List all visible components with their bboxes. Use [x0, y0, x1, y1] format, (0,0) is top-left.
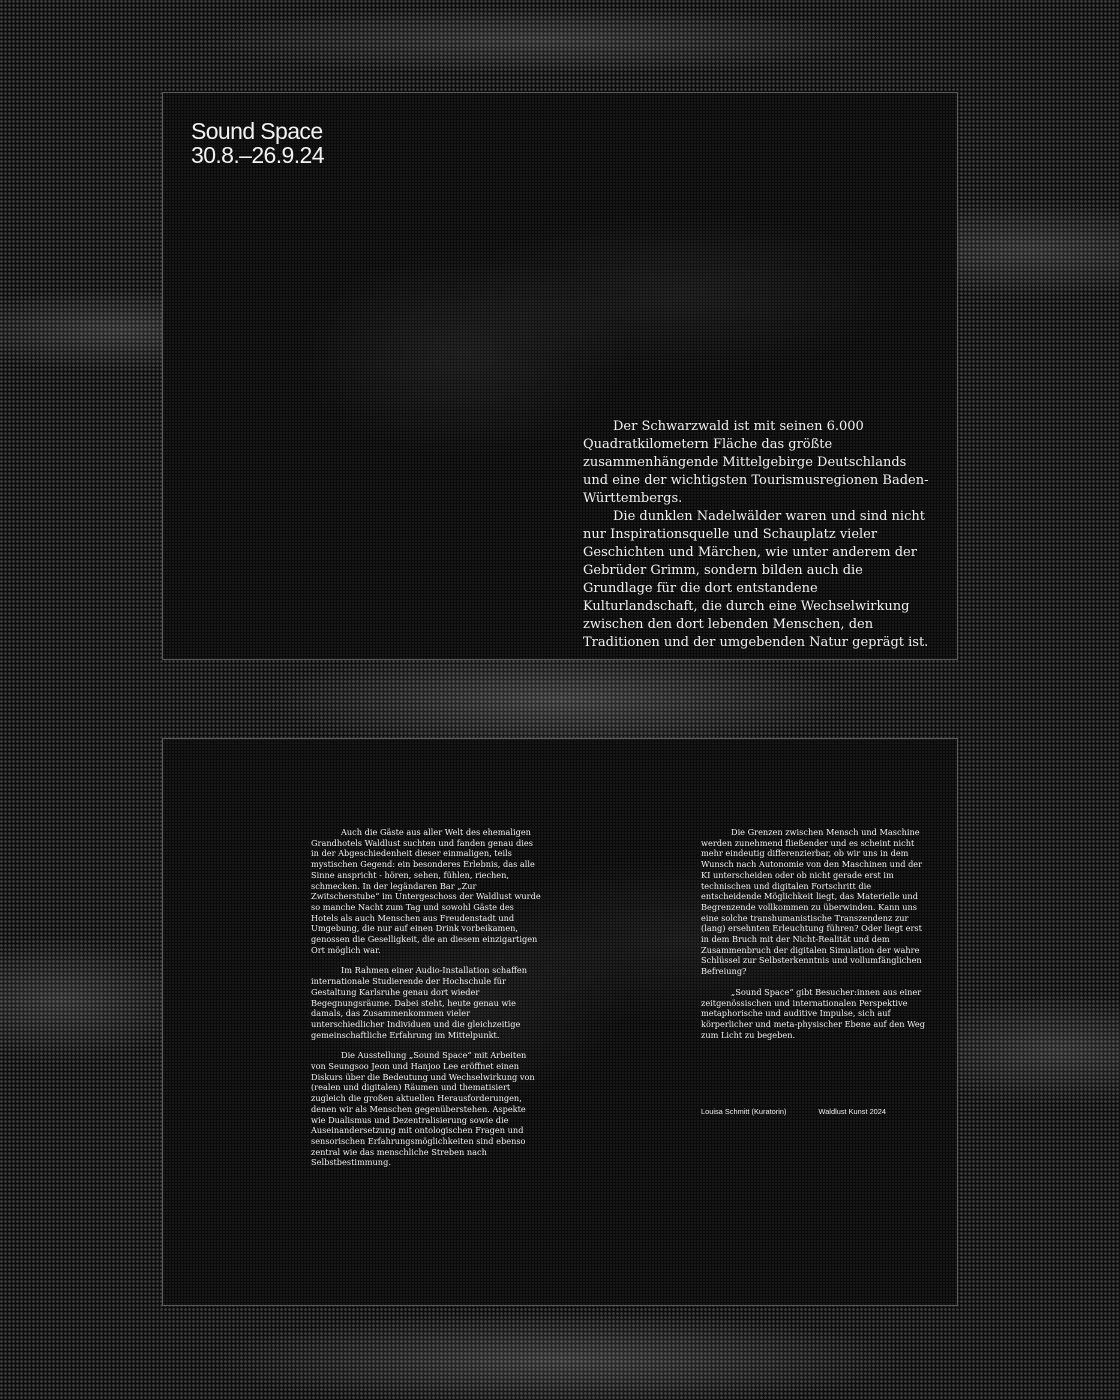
body-paragraph: Im Rahmen einer Audio-Installation schaffen internationale Studierende der Hochschule für Gestaltung Karlsruhe genau dort wieder Begegnungsräume. Dabei steht, heute genau wie damals, das Zusammenkommen vieler unterschiedlicher Individuen und die gleichzeitige gemeinschaftliche Erfahrung im Mittelpunkt. — [311, 965, 528, 1040]
spread-cover — [162, 92, 958, 660]
intro-text — [583, 418, 935, 652]
body-paragraph: Auch die Gäste aus aller Welt des ehemaligen Grandhotels Waldlust suchten und fanden genau dies in der Abgeschiedenheit dieser einmaligen, teils mystischen Gegend: ein besonderes Erlebnis, das alle Sinne anspricht - hören, sehen, fühlen, riechen, schmecken. In der legändaren Bar „Zur Zwitscherstube“ im Untergeschoss der Waldlust wurde so manche Nacht zum Tag und sowohl Gäste des Hotels als auch Menschen aus Freudenstadt und Umgebung, die nur auf einen Drink vorbeikamen, genossen die Geselligkeit, die an diesem einzigartigen Ort möglich war. — [311, 827, 541, 955]
text-column-left — [311, 827, 541, 1178]
exhibition-title — [191, 119, 324, 167]
credit-organization: Waldlust Kunst 2024 — [818, 1107, 887, 1116]
body-paragraph: Die Ausstellung „Sound Space“ mit Arbeiten von Seungsoo Jeon und Hanjoo Lee eröffnet einen Diskurs über die Bedeutung und Wechselwirkung von (realen und digitalen) Räumen und thematisiert zugleich die großen aktuellen Herausforderungen, denen wir als Menschen gegenüberstehen. Aspekte wie Dualismus und Dezentralisierung sowie die Auseinandersetzung mit ontologischen Fragen und sensorischen Erfahrungsmöglichkeiten sind ebenso zentral wie das menschliche Streben nach Selbstbestimmung. — [311, 1050, 535, 1168]
title-name: Sound Space — [191, 118, 323, 144]
credit-author: Louisa Schmitt (Kuratorin) — [701, 1107, 787, 1116]
body-paragraph: Die Grenzen zwischen Mensch und Maschine werden zunehmend fließender und es scheint nicht mehr eindeutig differenzierbar, ob wir uns in dem Wunsch nach Autonomie von den Maschinen und der KI unterscheiden oder ob nicht gerade erst im technischen und digitalen Fortschritt die entscheidende Möglichkeit liegt, das Materielle und Begrenzende vollkommen zu überwinden. Kann uns eine solche transhumanistische Transzendenz zur (lang) ersehnten Erleuchtung führen? Oder liegt erst in dem Bruch mit der Nicht-Realität und dem Zusammenbruch der digitalen Simulation der wahre Schlüssel zur Selbsterkenntnis und vollumfänglichen Befreiung? — [701, 827, 923, 977]
credits — [701, 1107, 886, 1116]
body-paragraph: „Sound Space“ gibt Besucher:innen aus einer zeitgenössischen und internationalen Perspektive metaphorische und auditive Impulse, sich auf körperlicher und meta-physischer Ebene auf den Weg zum Licht zu begeben. — [701, 986, 925, 1040]
text-column-right — [701, 827, 931, 1050]
intro-paragraph: Die dunklen Nadelwälder waren und sind nicht nur Inspirationsquelle und Schauplatz vieler Geschichten und Märchen, wie unter anderem der Gebrüder Grimm, sondern bilden auch die Grundlage für die dort entstandene Kulturlandschaft, die durch eine Wechselwirkung zwischen den dort lebenden Menschen, den Traditionen und der umgebenden Natur geprägt ist. — [583, 509, 929, 650]
intro-paragraph: Der Schwarzwald ist mit seinen 6.000 Quadratkilometern Fläche das größte zusammenhängende Mittelgebirge Deutschlands und eine der wichtigsten Tourismusregionen Baden-Württembergs. — [583, 419, 929, 506]
spread-text — [162, 738, 958, 1306]
title-dates: 30.8.–26.9.24 — [191, 142, 324, 168]
